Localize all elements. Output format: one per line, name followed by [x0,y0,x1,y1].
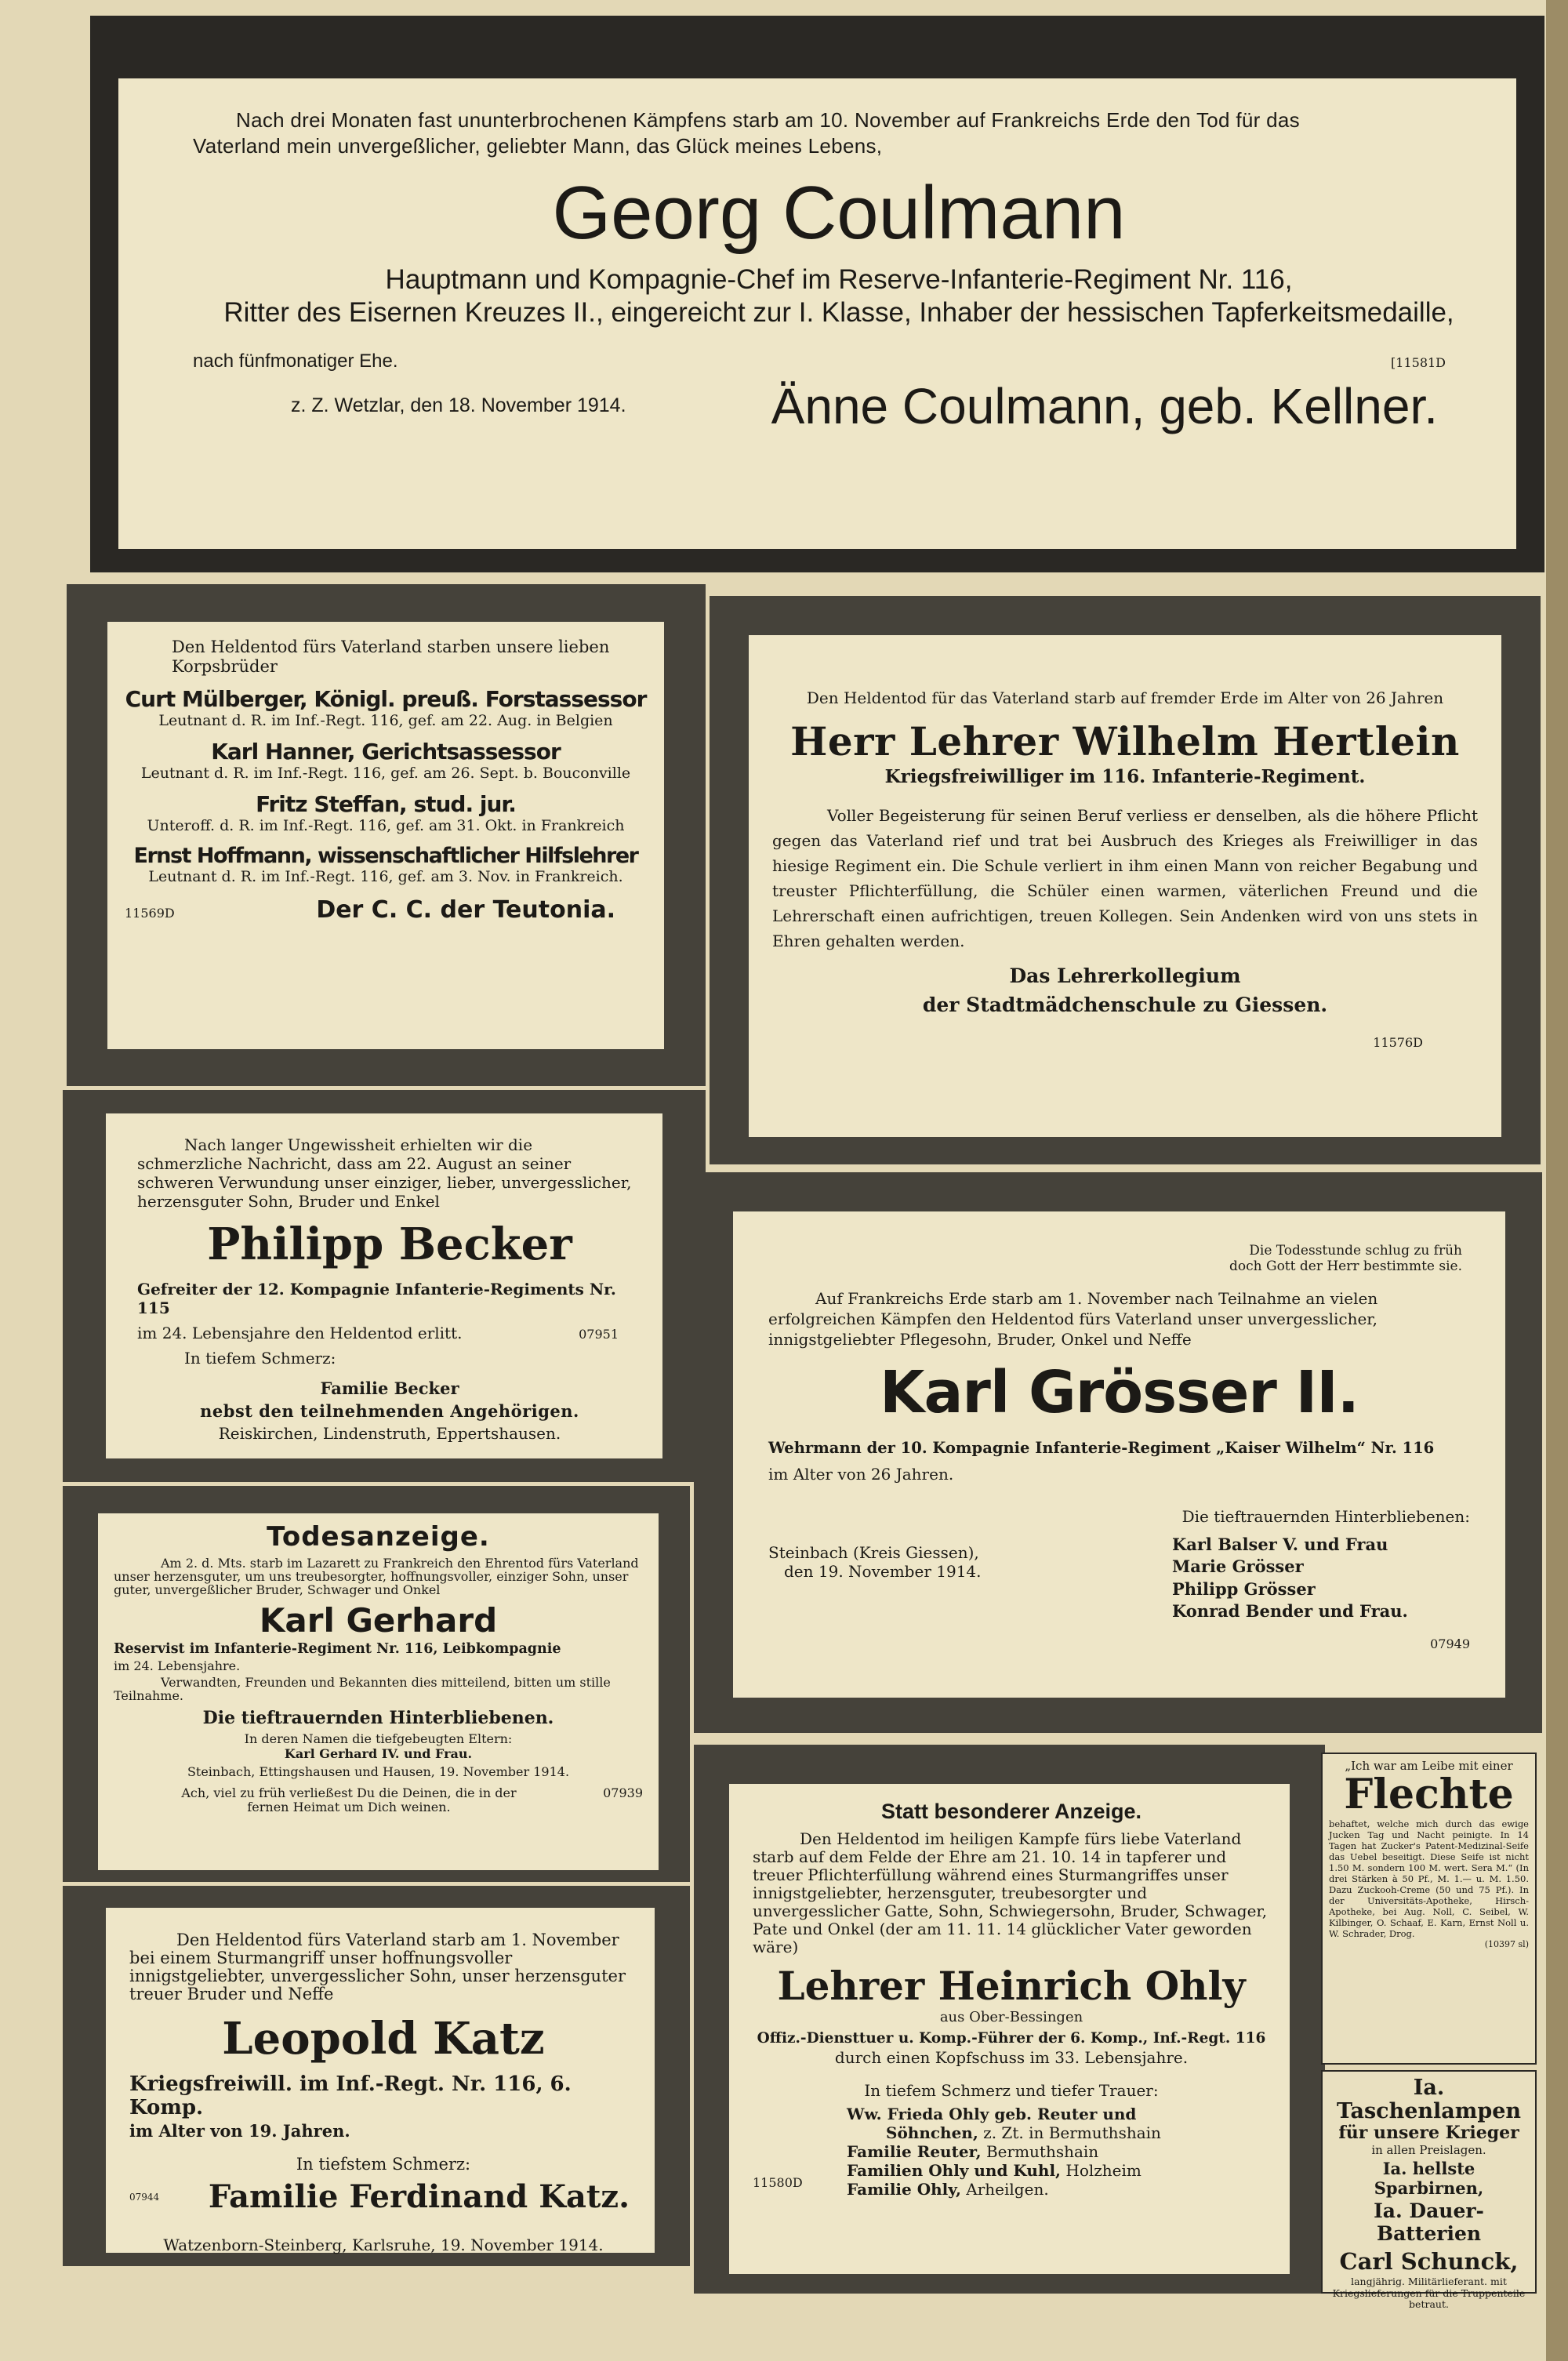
ohly-name: Lehrer Heinrich Ohly [777,1963,1246,2009]
becker-notice-border [63,1090,706,1482]
ohly-mourner-name: Ww. Frieda Ohly geb. Reuter und [847,2105,1137,2123]
coulmann-intro-1: Nach drei Monaten fast ununterbrochenen Kämpfens starb am 10. November auf Frankreichs Erde den Tod für das [236,108,1300,132]
flechte-body: behaftet, welche mich durch das ewige Jucken Tag und Nacht peinigte. In 14 Tagen hat Zucker's Patent-Medizinal-Seife das Uebel beseitigt. Diese Seife ist nicht 1.50 M. sondern 100 M. wert. Sera M.“ (In drei Stärken à 50 Pf., M. 1.— u. M. 1.50. Dazu Zuckooh-Creme (50 und 75 Pf.). In der Universitäts-Apotheke, Hirsch-Apotheke, bei Aug. Noll, C. Seibel, W. Kilbinger, O. Schaaf, E. Karn, Ernst Noll u. W. Schrader, Drog. [1329,1818,1529,1940]
groesser-mourner: Karl Balser V. und Frau [1172,1535,1388,1554]
becker-intro: Nach langer Ungewissheit erhielten wir die schmerzliche Nachricht, dass am 22. August an seiner schweren Verwundung unser einziger, lieber, unvergesslicher, herzensguter Sohn, Bruder und Enkel [137,1135,632,1211]
becker-grief: In tiefem Schmerz: [184,1349,336,1368]
ohly-origin: aus Ober-Bessingen [939,2009,1083,2025]
gerhard-name: Karl Gerhard [259,1601,498,1640]
teutonia-person [125,844,647,885]
gerhard-rank: Reservist im Infanterie-Regiment Nr. 116, Leibkompagnie [114,1641,561,1658]
groesser-name: Karl Grösser II. [880,1359,1359,1426]
katz-place-date: Watzenborn-Steinberg, Karlsruhe, 19. November 1914. [163,2236,604,2255]
hertlein-signer-1: Das Lehrerkollegium [1009,964,1241,987]
teutonia-notice-border [67,584,706,1086]
gerhard-notice-border [63,1486,690,1882]
ohly-rank: Offiz.-Diensttuer u. Komp.-Führer der 6. Komp., Inf.-Regt. 116 [757,2030,1266,2047]
becker-notice [106,1113,662,1458]
ohly-mourner-place: Bermuthshain [985,2142,1099,2161]
groesser-date: den 19. November 1914. [784,1562,982,1581]
katz-name: Leopold Katz [222,2013,545,2065]
katz-notice [106,1908,655,2253]
hertlein-code: 11576D [1373,1035,1423,1050]
teutonia-person-name: Karl Hanner, Gerichtsassessor [211,739,561,765]
coulmann-place-date: z. Z. Wetzlar, den 18. November 1914. [291,394,626,417]
ohly-notice [729,1784,1290,2274]
ohly-mourner-name: Familie Reuter, [847,2142,982,2161]
coulmann-signer: Änne Coulmann, geb. Kellner. [771,377,1438,434]
gerhard-age: im 24. Lebensjahre. [114,1658,241,1674]
teutonia-person [125,686,647,729]
ohly-cause: durch einen Kopfschuss im 33. Lebensjahre. [834,2048,1189,2067]
katz-grief: In tiefstem Schmerz: [296,2155,471,2174]
schunck-name: Carl Schunck, [1339,2248,1519,2276]
teutonia-signer: Der C. C. der Teutonia. [316,896,615,924]
teutonia-person [125,791,647,834]
ohly-mourner-name: Söhnchen, [886,2123,978,2142]
groesser-age: im Alter von 26 Jahren. [768,1465,954,1484]
gerhard-notice [98,1513,659,1870]
hertlein-body: Voller Begeisterung für seinen Beruf verliess er denselben, als die höhere Pflicht gegen das Vaterland rief und trat bei Ausbruch des Krieges als Freiwilliger in das hiesige Regiment ein. Die Schule verliert in ihm einen Mann von reicher Begabung und treuster Pflichterfüllung, die Schüler einen warmen, väterlichen Freund und die Lehrerschaft einen aufrichtigen, treuen Kollegen. Sein Andenken wird von uns stets in Ehren gehalten werden. [772,806,1478,950]
ohly-mourner-name: Familien Ohly und Kuhl, [847,2161,1062,2180]
groesser-mourner: Konrad Bender und Frau. [1172,1601,1408,1622]
ohly-mourner-place: Arheilgen. [966,2180,1049,2199]
katz-rank: Kriegsfreiwill. im Inf.-Regt. Nr. 116, 6. Komp. [129,2072,572,2120]
hertlein-notice [749,635,1501,1137]
groesser-intro: Auf Frankreichs Erde starb am 1. November nach Teilnahme an vielen erfolgreichen Kämpfen den Heldentod fürs Vaterland unser unvergesslicher, innigstgeliebter Pflegesohn, Bruder, Onkel und Neffe [768,1289,1378,1349]
katz-code: 07944 [129,2191,160,2203]
teutonia-person-name: Curt Mülberger, Königl. preuß. Forstassessor [125,686,647,713]
hertlein-subtitle: Kriegsfreiwilliger im 116. Infanterie-Regiment. [884,766,1366,787]
schunck-line-4: Ia. hellste Sparbirnen, [1374,2159,1484,2199]
coulmann-rank-1: Hauptmann und Kompagnie-Chef im Reserve-Infanterie-Regiment Nr. 116, [385,263,1293,295]
teutonia-intro: Den Heldentod fürs Vaterland starben unsere lieben Korpsbrüder [172,637,610,677]
coulmann-code: [11581D [1391,354,1446,370]
schunck-line-1: Ia. Taschenlampen [1336,2076,1522,2123]
hertlein-name: Herr Lehrer Wilhelm Hertlein [790,718,1460,765]
becker-name: Philipp Becker [207,1219,572,1270]
schunck-footer: langjährig. Militärlieferant. mit Kriegslieferungen für die Truppenteile betraut. [1332,2276,1526,2311]
katz-notice-border [63,1886,690,2266]
groesser-motto-2: doch Gott der Herr bestimmte sie. [1229,1259,1462,1274]
katz-signer: Familie Ferdinand Katz. [208,2178,630,2216]
schunck-line-5: Ia. Dauer-Batterien [1374,2199,1484,2246]
becker-signer-1: Familie Becker [320,1378,459,1398]
groesser-mourner: Philipp Grösser [1172,1578,1316,1599]
hertlein-intro: Den Heldentod für das Vaterland starb auf fremder Erde im Alter von 26 Jahren [806,688,1444,707]
page-edge [1546,0,1568,2361]
groesser-notice [733,1211,1505,1698]
gerhard-intro: Am 2. d. Mts. starb im Lazarett zu Frankreich den Ehrentod fürs Vaterland unser herzensguter, um uns treubesorgter, hoffnungsvoller, einziger Sohn, unser guter, unvergeßlicher Bruder, Schwager und Onkel [114,1556,639,1597]
becker-rank: Gefreiter der 12. Kompagnie Infanterie-Regiments Nr. 115 [137,1280,616,1317]
groesser-code: 07949 [1430,1636,1470,1652]
schunck-line-3: in allen Preislagen. [1371,2143,1486,2158]
groesser-place: Steinbach (Kreis Giessen), [768,1543,979,1562]
ohly-mourner-name: Familie Ohly, [847,2180,961,2199]
gerhard-notice-text: Verwandten, Freunden und Bekannten dies mitteilend, bitten um stille Teilnahme. [114,1675,611,1704]
teutonia-person-detail: Leutnant d. R. im Inf.-Regt. 116, gef. am 3. Nov. in Frankreich. [148,868,623,886]
teutonia-person-detail: Leutnant d. R. im Inf.-Regt. 116, gef. am 22. Aug. in Belgien [158,712,613,730]
ohly-intro: Den Heldentod im heiligen Kampfe fürs liebe Vaterland starb auf dem Felde der Ehre am 21. 10. 14 in tapferer und treuer Pflichterfüllung während eines Sturmangriffes unser innigstgeliebter, herzensguter, treubesorgter und unvergesslicher Gatte, Sohn, Schwiegersohn, Bruder, Schwager, Pate und Onkel (der am 11. 11. 14 glücklicher Vater geworden wäre) [753,1829,1268,1956]
groesser-mourner: Marie Grösser [1172,1556,1304,1577]
flechte-code: (10397 sl) [1484,1939,1529,1950]
gerhard-parents-1: In deren Namen die tiefgebeugten Eltern: [244,1731,513,1746]
flechte-headline: Flechte [1344,1771,1514,1818]
gerhard-code: 07939 [603,1785,643,1800]
katz-intro: Den Heldentod fürs Vaterland starb am 1. November bei einem Sturmangriff unser hoffnungsvoller innigstgeliebter, unvergesslicher Sohn, unser herzensguter treuer Bruder und Neffe [129,1931,626,2004]
teutonia-person [125,739,647,782]
gerhard-mourners: Die tieftrauernden Hinterbliebenen. [202,1707,554,1728]
ohly-notice-border [694,1745,1325,2294]
coulmann-rank-2: Ritter des Eisernen Kreuzes II., eingereicht zur I. Klasse, Inhaber der hessischen Tapferkeitsmedaille, [223,296,1454,328]
teutonia-person-name: Ernst Hoffmann, wissenschaftlicher Hilfslehrer [133,844,638,869]
flechte-ad [1321,1753,1537,2065]
ohly-code: 11580D [753,2175,803,2190]
gerhard-title: Todesanzeige. [267,1521,490,1553]
gerhard-parents-2: Karl Gerhard IV. und Frau. [284,1745,473,1761]
schunck-ad [1321,2070,1537,2311]
teutonia-person-detail: Unteroff. d. R. im Inf.-Regt. 116, gef. am 31. Okt. in Frankreich [147,817,625,835]
coulmann-marriage: nach fünfmonatiger Ehe. [193,350,398,372]
gerhard-place-date: Steinbach, Ettingshausen und Hausen, 19. November 1914. [187,1763,570,1779]
ohly-grief: In tiefem Schmerz und tiefer Trauer: [864,2081,1159,2100]
coulmann-name: Georg Coulmann [552,171,1126,255]
becker-places: Reiskirchen, Lindenstruth, Eppertshausen. [218,1424,561,1443]
hertlein-signer-2: der Stadtmädchenschule zu Giessen. [922,993,1328,1016]
teutonia-notice [107,622,664,1049]
hertlein-notice-border [710,596,1541,1164]
teutonia-person-name: Fritz Steffan, stud. jur. [256,791,516,818]
groesser-motto-1: Die Todesstunde schlug zu früh [1249,1243,1462,1259]
coulmann-notice [118,78,1516,549]
teutonia-code: 11569D [125,906,175,921]
becker-code: 07951 [579,1327,619,1342]
gerhard-verse: Ach, viel zu früh verließest Du die Deinen, die in der fernen Heimat um Dich weinen. [181,1785,517,1814]
ohly-title: Statt besonderer Anzeige. [880,1800,1142,1823]
ohly-mourner-place: z. Zt. in Bermuthshain [983,2123,1161,2142]
coulmann-notice-border [90,16,1544,572]
groesser-notice-border [694,1172,1542,1733]
groesser-rank: Wehrmann der 10. Kompagnie Infanterie-Regiment „Kaiser Wilhelm“ Nr. 116 [768,1439,1435,1457]
becker-age: im 24. Lebensjahre den Heldentod erlitt. [137,1324,463,1342]
schunck-line-2: für unsere Krieger [1338,2123,1519,2144]
teutonia-person-detail: Leutnant d. R. im Inf.-Regt. 116, gef. am 26. Sept. b. Bouconville [140,765,631,783]
coulmann-intro-2: Vaterland mein unvergeßlicher, geliebter Mann, das Glück meines Lebens, [193,134,883,158]
groesser-mourners-label: Die tieftrauernden Hinterbliebenen: [1181,1507,1470,1526]
ohly-mourner-place: Holzheim [1065,2161,1142,2180]
flechte-line-1: „Ich war am Leibe mit einer [1345,1759,1513,1773]
becker-signer-2: nebst den teilnehmenden Angehörigen. [200,1401,579,1421]
katz-age: im Alter von 19. Jahren. [129,2121,350,2141]
